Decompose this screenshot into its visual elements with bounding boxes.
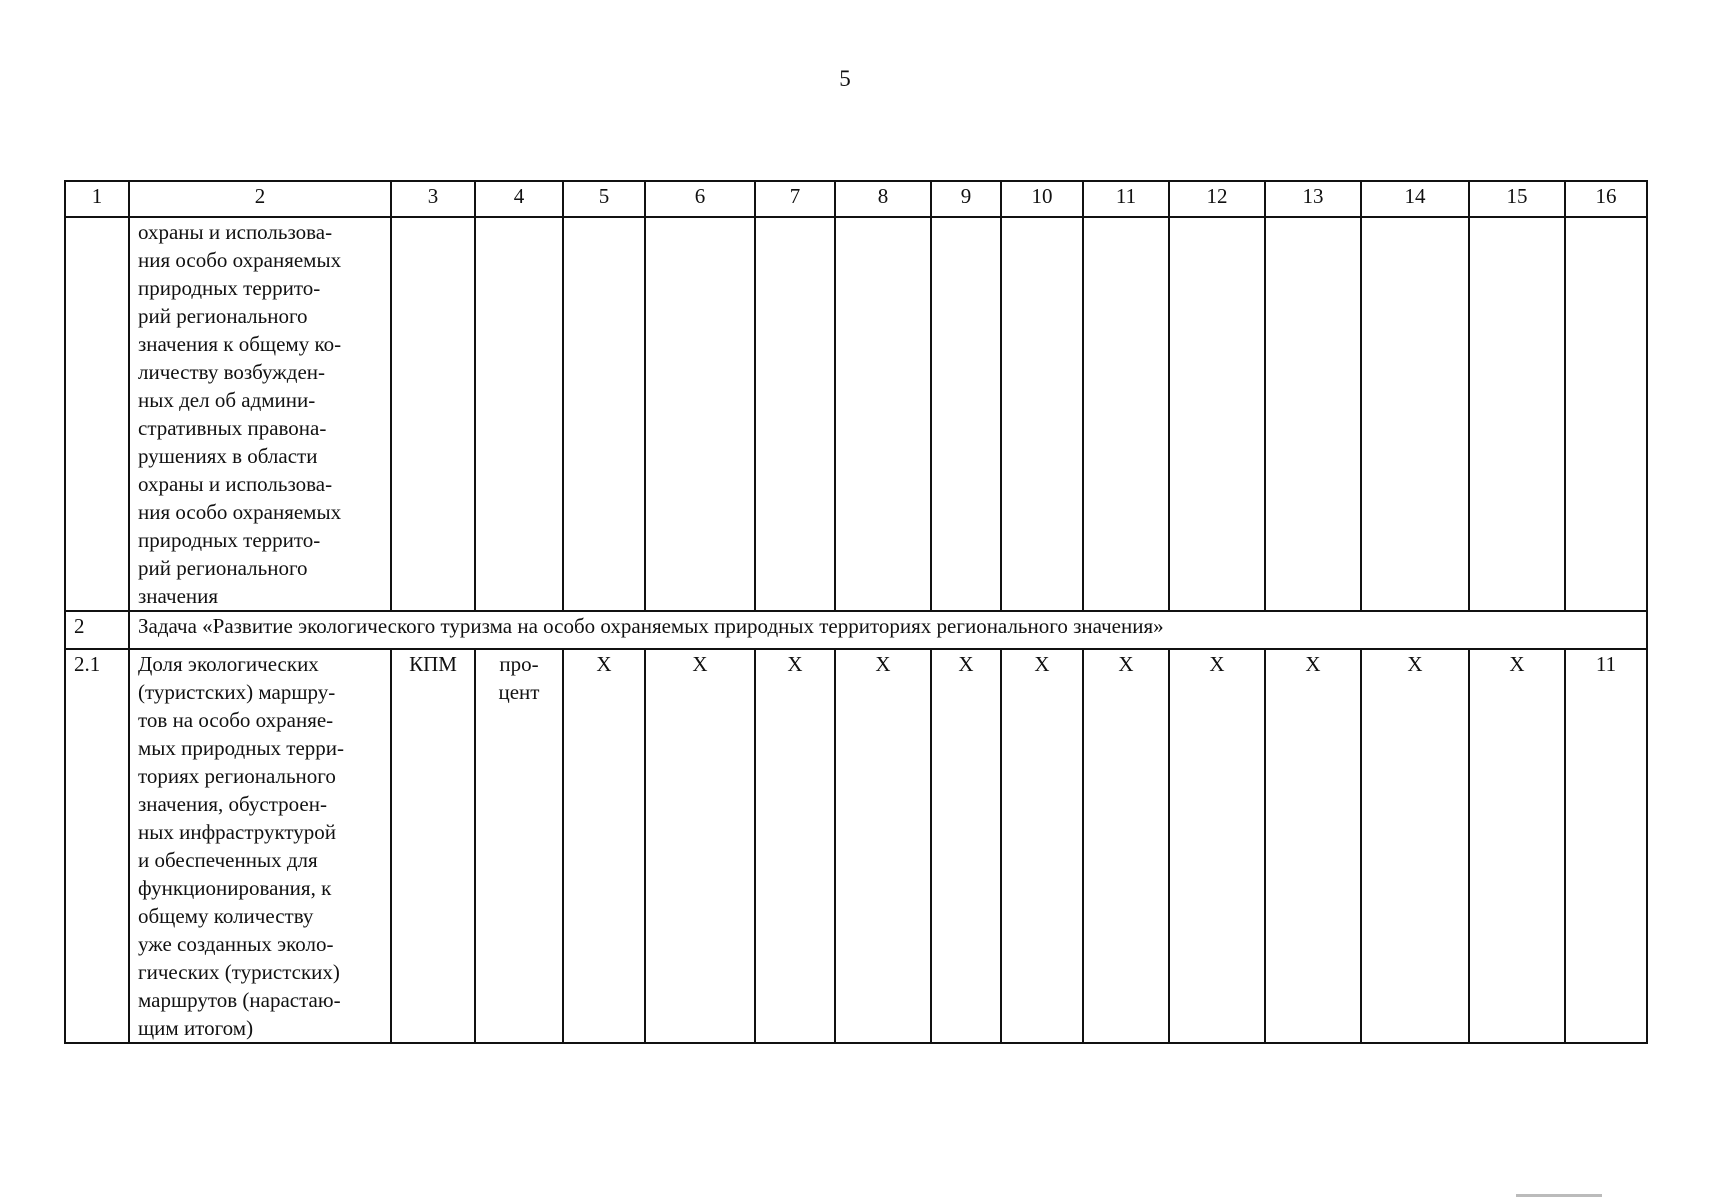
empty-cell: [931, 217, 1001, 611]
name-line: охраны и использова-: [138, 220, 333, 244]
header-cell: 7: [755, 181, 835, 217]
value-cell: X: [1469, 649, 1565, 1043]
name-line: ных инфраструктурой: [138, 820, 337, 844]
header-cell: 12: [1169, 181, 1265, 217]
header-cell: 2: [129, 181, 391, 217]
indicator-name-cell: [129, 649, 391, 1043]
name-line: уже созданных эколо-: [138, 932, 334, 956]
level-cell: КПМ: [391, 649, 475, 1043]
table-row: [65, 217, 1647, 611]
empty-cell: [1361, 217, 1469, 611]
unit-line: про-: [499, 652, 539, 676]
indicator-name-cell: [129, 217, 391, 611]
name-line: рий регионального: [138, 304, 308, 328]
name-line: маршрутов (нарастаю-: [138, 988, 341, 1012]
empty-cell: [835, 217, 931, 611]
task-title-cell: Задача «Развитие экологического туризма на особо охраняемых природных территориях регионального значения»: [129, 611, 1647, 649]
value-cell: X: [1265, 649, 1361, 1043]
name-line: и обеспеченных для: [138, 848, 318, 872]
name-line: значения: [138, 584, 219, 608]
page-number: 5: [839, 66, 851, 91]
task-row: [65, 611, 1647, 649]
header-cell: 11: [1083, 181, 1169, 217]
value-cell: X: [1001, 649, 1083, 1043]
empty-cell: [1469, 217, 1565, 611]
indicator-table: [64, 180, 1648, 1044]
name-line: значения, обустроен-: [138, 792, 327, 816]
empty-cell: [1169, 217, 1265, 611]
empty-cell: [475, 217, 563, 611]
name-line: ных дел об админи-: [138, 388, 316, 412]
name-line: охраны и использова-: [138, 472, 333, 496]
table-row: [65, 649, 1647, 1043]
name-line: щим итогом): [138, 1016, 254, 1040]
header-cell: 6: [645, 181, 755, 217]
empty-cell: [755, 217, 835, 611]
unit-line: цент: [498, 680, 540, 704]
name-line: стративных правона-: [138, 416, 327, 440]
name-line: значения к общему ко-: [138, 332, 342, 356]
name-line: ния особо охраняемых: [138, 248, 342, 272]
value-cell: X: [1361, 649, 1469, 1043]
name-line: тов на особо охраняе-: [138, 708, 334, 732]
scan-artifact: [1516, 1194, 1602, 1197]
empty-cell: [645, 217, 755, 611]
header-cell: 14: [1361, 181, 1469, 217]
empty-cell: [1265, 217, 1361, 611]
name-line: функционирования, к: [138, 876, 332, 900]
header-cell: 1: [65, 181, 129, 217]
value-cell: X: [1169, 649, 1265, 1043]
table-header-row: [65, 181, 1647, 217]
name-line: рушениях в области: [138, 444, 318, 468]
empty-cell: [1083, 217, 1169, 611]
name-line: Доля экологических: [138, 652, 319, 676]
name-line: ния особо охраняемых: [138, 500, 342, 524]
value-cell: 11: [1565, 649, 1647, 1043]
value-cell: X: [835, 649, 931, 1043]
name-line: ториях регионального: [138, 764, 336, 788]
name-line: природных террито-: [138, 528, 321, 552]
header-cell: 3: [391, 181, 475, 217]
header-cell: 9: [931, 181, 1001, 217]
name-line: (туристских) маршру-: [138, 680, 336, 704]
value-cell: X: [931, 649, 1001, 1043]
value-cell: X: [1083, 649, 1169, 1043]
unit-cell: [475, 649, 563, 1043]
name-line: рий регионального: [138, 556, 308, 580]
row-number-cell: 2.1: [65, 649, 129, 1043]
empty-cell: [563, 217, 645, 611]
name-line: гических (туристских): [138, 960, 340, 984]
header-cell: 10: [1001, 181, 1083, 217]
row-number-cell: [65, 217, 129, 611]
name-line: личеству возбужден-: [138, 360, 325, 384]
header-cell: 13: [1265, 181, 1361, 217]
task-number-cell: 2: [65, 611, 129, 649]
header-cell: 4: [475, 181, 563, 217]
header-cell: 15: [1469, 181, 1565, 217]
name-line: природных террито-: [138, 276, 321, 300]
header-cell: 8: [835, 181, 931, 217]
empty-cell: [391, 217, 475, 611]
value-cell: X: [755, 649, 835, 1043]
empty-cell: [1001, 217, 1083, 611]
name-line: мых природных терри-: [138, 736, 345, 760]
name-line: общему количеству: [138, 904, 314, 928]
value-cell: X: [645, 649, 755, 1043]
value-cell: X: [563, 649, 645, 1043]
empty-cell: [1565, 217, 1647, 611]
header-cell: 16: [1565, 181, 1647, 217]
header-cell: 5: [563, 181, 645, 217]
